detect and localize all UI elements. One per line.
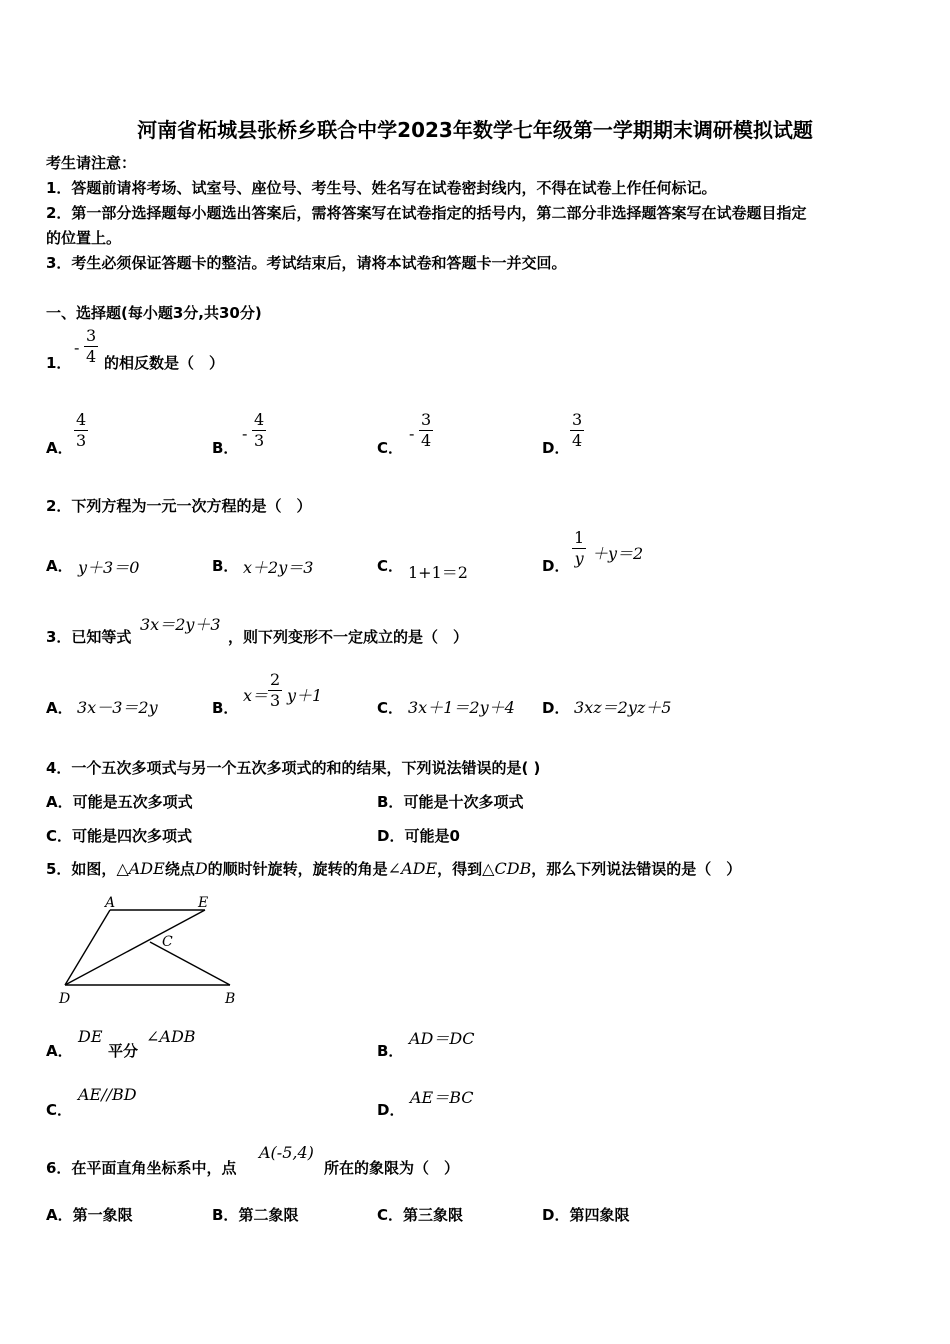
- q1-option-b-fraction: [252, 410, 266, 451]
- q4-option-d-label: D．: [377, 827, 405, 845]
- q6-text-2: 所在的象限为（ ）: [324, 1159, 460, 1177]
- q5-text-1: 5．如图，: [46, 860, 117, 878]
- notice-line-2b: 的位置上。: [46, 229, 122, 247]
- page-title: 河南省柘城县张桥乡联合中学2023年数学七年级第一学期期末调研模拟试题: [137, 118, 813, 142]
- q6-option-a-text: 第一象限: [72, 1206, 133, 1224]
- q1-option-b-num: 4: [254, 410, 265, 429]
- q1-option-d-fraction: [570, 410, 584, 451]
- q1-option-c-neg: -: [409, 424, 415, 443]
- q6-option-d: [542, 1204, 629, 1225]
- q4-option-a-text: 可能是五次多项式: [72, 793, 193, 811]
- q5-text-5: ，那么下列说法错误的是（ ）: [531, 860, 742, 878]
- q4-option-c-text: 可能是四次多项式: [72, 827, 193, 845]
- q2-option-b-label: B．: [212, 557, 239, 575]
- q1-option-d-label: D．: [542, 439, 570, 457]
- q6-option-d-text: 第四象限: [569, 1206, 630, 1224]
- q2-option-d-num: 1: [574, 528, 585, 547]
- q3-option-b-fraction: [268, 670, 282, 711]
- label-E: E: [198, 895, 209, 911]
- q3-option-b-den: 3: [270, 691, 281, 710]
- q1-option-c-fraction: [419, 410, 433, 451]
- q4-option-b: [377, 791, 523, 812]
- q5-option-d-label: D．: [377, 1101, 405, 1119]
- label-B: B: [225, 991, 236, 1007]
- q4-option-c: [46, 825, 192, 846]
- q1-neg-sign: -: [74, 338, 80, 357]
- q2-option-d-rest: ＋y＝2: [592, 544, 644, 563]
- q5-option-c-math: AE//BD: [78, 1085, 137, 1104]
- q4-option-a-label: A．: [46, 793, 73, 811]
- q3-option-c-expr: 3x＋1＝2y＋4: [408, 698, 515, 717]
- q6-option-d-label: D．: [542, 1206, 570, 1224]
- q3-option-b-rest: y＋1: [287, 686, 323, 705]
- q6-option-b-text: 第二象限: [238, 1206, 299, 1224]
- q5-option-d-math: AE＝BC: [410, 1088, 474, 1107]
- q3-option-d-label: D．: [542, 699, 570, 717]
- notice-line-1: 1．答题前请将考场、试室号、座位号、考生号、姓名写在试卷密封线内，不得在试卷上作任何标记。: [46, 179, 717, 197]
- q2-text: 2．下列方程为一元一次方程的是（ ）: [46, 497, 312, 515]
- q5-option-a-math-1: DE: [78, 1027, 103, 1046]
- q2-option-d-fraction: [572, 528, 586, 569]
- q6-option-c: [377, 1204, 463, 1225]
- q6-option-b-label: B．: [212, 1206, 239, 1224]
- q1-option-c-label: C．: [377, 439, 404, 457]
- q1-option-d-num: 3: [572, 410, 583, 429]
- q5-text-3: 的顺时针旋转，旋转的角是: [207, 860, 388, 878]
- q2-option-d-den: y: [574, 549, 584, 568]
- q1-option-a-den: 3: [76, 431, 87, 450]
- q5-figure: [55, 890, 250, 1010]
- q3-option-b-num: 2: [270, 670, 281, 689]
- q5-text-2: 绕点: [164, 860, 195, 878]
- q2-option-c-label: C．: [377, 557, 404, 575]
- q4-option-c-label: C．: [46, 827, 73, 845]
- q2-option-d-label: D．: [542, 557, 570, 575]
- q6-text-1: 6．在平面直角坐标系中，点: [46, 1159, 237, 1177]
- label-A: A: [105, 895, 116, 911]
- q5-option-a-math-2: ∠ADB: [146, 1027, 196, 1046]
- q5-math-4: △CDB: [482, 859, 532, 878]
- q3-number: 3．已知等式: [46, 628, 132, 646]
- q4-option-d: [377, 825, 460, 846]
- q3-option-a-expr: 3x－3＝2y: [77, 698, 158, 717]
- notice-line-3: 3．考生必须保证答题卡的整洁。考试结束后，请将本试卷和答题卡一并交回。: [46, 254, 567, 272]
- q3-option-a-label: A．: [46, 699, 73, 717]
- q1-number: 1．: [46, 354, 72, 372]
- q1-frac-den: 4: [86, 347, 97, 366]
- q6-option-b: [212, 1204, 298, 1225]
- q5-stem: [46, 858, 741, 879]
- q2-option-c-expr: 1+1＝2: [408, 563, 468, 582]
- section-heading: 一、选择题(每小题3分,共30分): [46, 304, 262, 322]
- segment-AD: [65, 910, 110, 985]
- label-D: D: [59, 991, 71, 1007]
- q4-option-a: [46, 791, 193, 812]
- q5-option-a-label: A．: [46, 1042, 73, 1060]
- q4-option-b-label: B．: [377, 793, 404, 811]
- q5-text-4: ，得到: [437, 860, 483, 878]
- q5-math-3: ∠ADE: [387, 859, 438, 878]
- q1-frac-num: 3: [86, 326, 97, 345]
- q5-option-c-label: C．: [46, 1101, 73, 1119]
- q1-option-d-den: 4: [572, 431, 583, 450]
- q3-text: ，则下列变形不一定成立的是（ ）: [228, 628, 469, 646]
- q5-option-a-text: 平分: [108, 1042, 139, 1060]
- q5-option-b-math: AD＝DC: [409, 1029, 475, 1048]
- q2-option-a-label: A．: [46, 557, 73, 575]
- q6-option-c-text: 第三象限: [403, 1206, 464, 1224]
- q3-equation: 3x＝2y＋3: [140, 615, 221, 634]
- q3-option-d-expr: 3xz＝2yz＋5: [574, 698, 672, 717]
- q1-option-b-neg: -: [242, 424, 248, 443]
- q2-option-b-expr: x＋2y＝3: [243, 558, 314, 577]
- q2-option-a-expr: y＋3＝0: [78, 558, 140, 577]
- label-C: C: [162, 934, 173, 950]
- q1-option-b-den: 3: [254, 431, 265, 450]
- q3-option-b-label: B．: [212, 699, 239, 717]
- notice-heading: 考生请注意：: [46, 154, 137, 172]
- q1-option-a-num: 4: [76, 410, 87, 429]
- segment-DE: [65, 910, 205, 985]
- q5-figure-lines: [65, 910, 230, 985]
- q4-option-b-text: 可能是十次多项式: [403, 793, 524, 811]
- q1-option-c-num: 3: [421, 410, 432, 429]
- q3-option-b-pre: x＝: [243, 686, 269, 705]
- q1-option-a-label: A．: [46, 439, 73, 457]
- q5-math-2: D: [194, 859, 208, 878]
- q1-option-a-fraction: [74, 410, 88, 451]
- notice-line-2: 2．第一部分选择题每小题选出答案后，需将答案写在试卷指定的括号内，第二部分非选择题答案写在试卷题目指定: [46, 204, 807, 222]
- q1-option-c-den: 4: [421, 431, 432, 450]
- q4-text: 4．一个五次多项式与另一个五次多项式的和的结果，下列说法错误的是( ): [46, 759, 541, 777]
- q6-option-c-label: C．: [377, 1206, 404, 1224]
- q6-point: A(-5,4): [259, 1143, 314, 1162]
- q1-fraction: [84, 326, 98, 367]
- q1-text: 的相反数是（ ）: [104, 354, 225, 372]
- q5-math-1: △ADE: [116, 859, 165, 878]
- q4-option-d-text: 可能是0: [404, 827, 460, 845]
- q1-option-b-label: B．: [212, 439, 239, 457]
- q3-option-c-label: C．: [377, 699, 404, 717]
- q6-option-a: [46, 1204, 133, 1225]
- q5-option-b-label: B．: [377, 1042, 404, 1060]
- q6-option-a-label: A．: [46, 1206, 73, 1224]
